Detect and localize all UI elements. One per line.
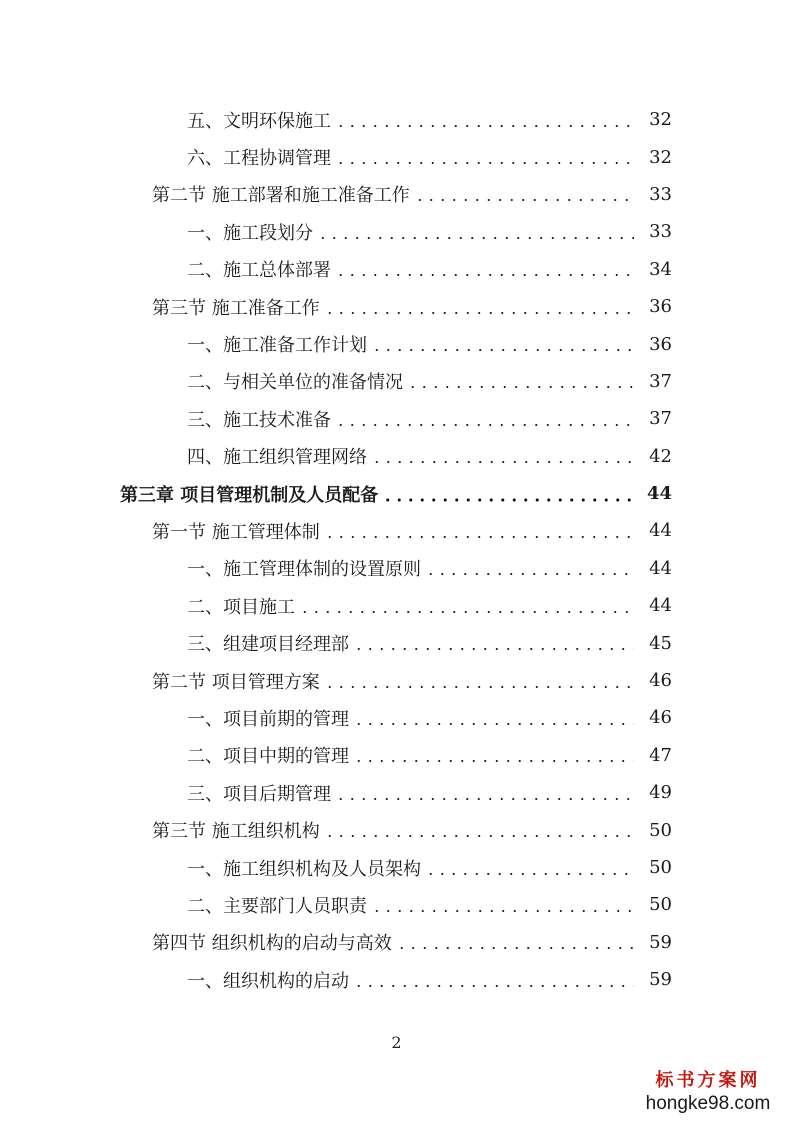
toc-entry-item[interactable]: [0, 737, 793, 774]
toc-entry-title: 二、主要部门人员职责: [187, 892, 371, 918]
toc-entry-title: 一、施工管理体制的设置原则: [187, 555, 425, 581]
toc-entry-chapter[interactable]: [0, 475, 793, 512]
toc-entry-title: 第三节 施工准备工作: [152, 294, 324, 320]
toc-entry-page: 36: [649, 296, 672, 318]
dot-leader: [335, 413, 634, 431]
toc-entry-title: 六、工程协调管理: [187, 144, 335, 170]
toc-entry-item[interactable]: [0, 325, 793, 362]
toc-entry-section[interactable]: [0, 512, 793, 549]
toc-entry-title: 一、施工准备工作计划: [187, 331, 371, 357]
toc-entry-page: 46: [649, 670, 672, 692]
toc-entry-page: 59: [649, 931, 672, 953]
toc-entry-section[interactable]: [0, 176, 793, 213]
toc-entry-item[interactable]: [0, 961, 793, 998]
dot-leader: [371, 899, 634, 917]
dot-leader: [396, 936, 634, 954]
toc-entry-page: 44: [646, 483, 672, 505]
dot-leader: [425, 862, 634, 880]
dot-leader: [382, 488, 634, 506]
toc-entry-page: 42: [649, 445, 672, 467]
toc-entry-title: 第四节 组织机构的启动与高效: [152, 929, 396, 955]
toc-entry-page: 33: [649, 221, 672, 243]
toc-entry-page: 37: [649, 370, 672, 392]
toc-entry-page: 44: [649, 520, 672, 542]
page-number: 2: [391, 1033, 402, 1052]
dot-leader: [324, 675, 634, 693]
dot-leader: [335, 263, 634, 281]
dot-leader: [414, 188, 634, 206]
toc-entry-page: 44: [649, 595, 672, 617]
toc-entry-item[interactable]: [0, 213, 793, 250]
toc-entry-title: 三、组建项目经理部: [187, 630, 353, 656]
toc-entry-page: 45: [649, 632, 672, 654]
toc-entry-item[interactable]: [0, 849, 793, 886]
toc-entry-title: 二、项目施工: [187, 593, 299, 619]
toc-entry-item[interactable]: [0, 400, 793, 437]
toc-entry-title: 二、施工总体部署: [187, 256, 335, 282]
toc-entry-page: 32: [649, 146, 672, 168]
toc-entry-page: 59: [649, 969, 672, 991]
toc-entry-page: 46: [649, 707, 672, 729]
toc-entry-page: 34: [649, 258, 672, 280]
toc-entry-page: 33: [649, 183, 672, 205]
toc-entry-page: 36: [649, 333, 672, 355]
dot-leader: [335, 114, 634, 132]
toc-entry-item[interactable]: [0, 587, 793, 624]
toc-entry-title: 第三节 施工组织机构: [152, 817, 324, 843]
toc-entry-page: 47: [649, 744, 672, 766]
dot-leader: [317, 226, 634, 244]
toc-entry-title: 二、项目中期的管理: [187, 742, 353, 768]
dot-leader: [335, 787, 634, 805]
toc-entry-item[interactable]: [0, 101, 793, 138]
toc-entry-title: 一、组织机构的启动: [187, 967, 353, 993]
toc-entry-item[interactable]: [0, 550, 793, 587]
toc-entry-page: 50: [649, 819, 672, 841]
toc-entry-title: 第二节 项目管理方案: [152, 668, 324, 694]
dot-leader: [425, 562, 634, 580]
toc-entry-page: 50: [649, 857, 672, 878]
toc-entry-title: 第一节 施工管理体制: [152, 518, 324, 544]
toc-entry-item[interactable]: [0, 886, 793, 923]
toc-entry-title: 一、施工组织机构及人员架构: [187, 855, 425, 881]
toc-entry-item[interactable]: [0, 699, 793, 736]
dot-leader: [353, 712, 634, 730]
toc-entry-title: 三、施工技术准备: [187, 406, 335, 432]
dot-leader: [324, 525, 634, 543]
dot-leader: [407, 375, 634, 393]
watermark-url: hongke98.com: [645, 1093, 771, 1114]
toc-entry-item[interactable]: [0, 438, 793, 475]
toc-entry-item[interactable]: [0, 774, 793, 811]
watermark-logo: [633, 1070, 783, 1116]
toc-entry-title: 第二节 施工部署和施工准备工作: [152, 181, 414, 207]
dot-leader: [353, 749, 634, 767]
dot-leader: [353, 637, 634, 655]
toc-entry-title: 一、施工段划分: [187, 219, 317, 245]
toc-entry-section[interactable]: [0, 811, 793, 848]
dot-leader: [324, 824, 634, 842]
toc-entry-title: 一、项目前期的管理: [187, 705, 353, 731]
watermark-site-name: 标书方案网: [655, 1070, 761, 1091]
dot-leader: [335, 151, 634, 169]
dot-leader: [371, 450, 634, 468]
table-of-contents: [0, 101, 793, 998]
dot-leader: [371, 338, 634, 356]
toc-entry-page: 37: [649, 408, 672, 430]
toc-entry-page: 49: [649, 782, 672, 804]
toc-entry-title: 二、与相关单位的准备情况: [187, 368, 407, 394]
toc-entry-section[interactable]: [0, 288, 793, 325]
toc-entry-page: 50: [649, 894, 672, 916]
toc-entry-title: 三、项目后期管理: [187, 780, 335, 806]
toc-entry-title: 五、文明环保施工: [187, 107, 335, 133]
dot-leader: [324, 301, 634, 319]
toc-entry-section[interactable]: [0, 662, 793, 699]
toc-entry-section[interactable]: [0, 924, 793, 961]
toc-entry-title: 四、施工组织管理网络: [187, 443, 371, 469]
toc-entry-title: 第三章 项目管理机制及人员配备: [120, 481, 382, 507]
toc-entry-page: 32: [649, 109, 672, 131]
toc-entry-item[interactable]: [0, 624, 793, 661]
toc-entry-item[interactable]: [0, 363, 793, 400]
dot-leader: [353, 974, 634, 992]
toc-entry-page: 44: [649, 557, 672, 579]
dot-leader: [299, 600, 634, 618]
toc-entry-item[interactable]: [0, 251, 793, 288]
toc-entry-item[interactable]: [0, 138, 793, 175]
